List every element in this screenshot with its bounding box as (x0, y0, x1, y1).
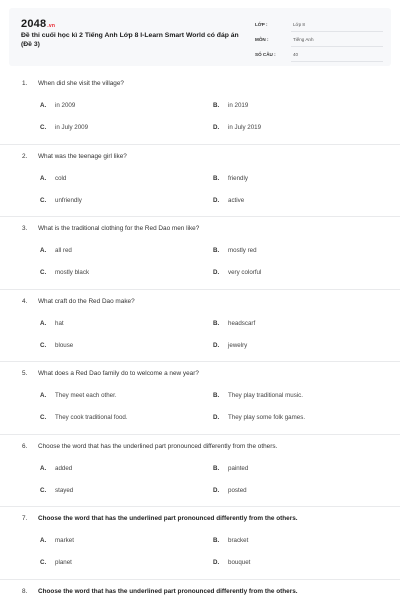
option-text: friendly (228, 174, 248, 182)
option-text: painted (228, 464, 249, 472)
meta-subject (255, 35, 383, 47)
answer-option[interactable] (213, 269, 261, 276)
option-letter: C. (40, 341, 47, 349)
option-text: They play some folk games. (228, 414, 306, 421)
option-letter: C. (40, 414, 47, 421)
answer-option[interactable] (213, 392, 303, 399)
answer-option[interactable] (213, 487, 247, 494)
meta-value: Lớp 8 (293, 22, 305, 27)
answer-option[interactable] (40, 465, 72, 472)
answer-option[interactable] (213, 175, 248, 182)
meta-grade (255, 20, 383, 32)
question-number: 2. (22, 152, 28, 160)
meta-label: SỐ CÂU : (255, 52, 276, 57)
option-letter: A. (40, 319, 47, 327)
question-text: What craft do the Red Dao make? (38, 297, 135, 305)
question-text: Choose the word that has the underlined part pronounced differently from the others. (38, 587, 298, 595)
option-letter: C. (40, 559, 47, 566)
option-text: bouquet (228, 559, 251, 566)
question-stem (22, 225, 199, 232)
option-letter: D. (213, 559, 220, 566)
option-letter: A. (40, 537, 47, 544)
option-letter: A. (40, 247, 47, 254)
question-number: 1. (22, 80, 28, 87)
option-text: mostly black (55, 269, 90, 276)
answer-option[interactable] (213, 414, 305, 421)
question-number: 7. (22, 515, 28, 522)
option-text: headscarf (228, 319, 256, 327)
answer-option[interactable] (40, 320, 64, 327)
option-text: added (55, 464, 73, 472)
option-text: They meet each other. (55, 392, 117, 399)
option-text: planet (55, 559, 72, 566)
option-letter: C. (40, 124, 47, 131)
meta-value: 40 (293, 52, 299, 57)
option-letter: D. (213, 341, 220, 349)
site-logo[interactable] (21, 18, 55, 30)
meta-question-count (255, 50, 383, 62)
option-letter: A. (40, 392, 47, 399)
meta-label: LỚP : (255, 22, 268, 27)
option-text: all red (55, 247, 72, 254)
question-number: 3. (22, 225, 28, 232)
option-text: posted (228, 486, 247, 494)
answer-option[interactable] (40, 102, 75, 109)
answer-option[interactable] (40, 175, 66, 182)
question-stem (22, 153, 127, 160)
answer-option[interactable] (40, 392, 117, 399)
option-text: mostly red (228, 247, 257, 254)
question-divider (0, 361, 400, 362)
option-text: in 2019 (228, 102, 249, 109)
option-text: They cook traditional food. (55, 414, 128, 421)
question-stem (22, 515, 298, 522)
question-number: 8. (22, 587, 28, 595)
option-text: bracket (228, 537, 249, 544)
answer-option[interactable] (40, 487, 73, 494)
question-stem (22, 80, 124, 87)
option-text: blouse (55, 341, 74, 349)
option-letter: B. (213, 464, 220, 472)
question-text: Choose the word that has the underlined part pronounced differently from the others. (38, 515, 298, 522)
option-letter: B. (213, 174, 220, 182)
question-text: What does a Red Dao family do to welcome a new year? (38, 370, 199, 377)
logo-text: 2048 (21, 18, 47, 30)
option-letter: B. (213, 247, 220, 254)
answer-option[interactable] (213, 559, 250, 566)
question-number: 6. (22, 442, 28, 450)
option-letter: C. (40, 196, 47, 204)
option-letter: B. (213, 102, 220, 109)
answer-option[interactable] (213, 124, 261, 131)
option-letter: D. (213, 486, 220, 494)
question-stem (22, 443, 277, 450)
option-letter: B. (213, 319, 220, 327)
answer-option[interactable] (213, 247, 257, 254)
option-letter: A. (40, 102, 47, 109)
question-stem (22, 588, 298, 595)
answer-option[interactable] (213, 320, 255, 327)
answer-option[interactable] (40, 124, 88, 131)
option-letter: A. (40, 464, 47, 472)
answer-option[interactable] (213, 102, 248, 109)
answer-option[interactable] (40, 537, 74, 544)
answer-option[interactable] (213, 342, 247, 349)
question-text: What is the traditional clothing for the Red Dao men like? (38, 225, 200, 232)
answer-option[interactable] (213, 537, 248, 544)
option-letter: D. (213, 124, 220, 131)
answer-option[interactable] (40, 269, 89, 276)
question-number: 4. (22, 297, 28, 305)
option-text: unfriendly (55, 196, 82, 204)
document-header (9, 8, 391, 66)
question-text: What was the teenage girl like? (38, 152, 127, 160)
meta-label: MÔN : (255, 37, 269, 42)
question-divider (0, 579, 400, 580)
meta-underline (291, 46, 383, 47)
option-letter: D. (213, 414, 220, 421)
answer-option[interactable] (40, 559, 72, 566)
option-text: active (228, 196, 245, 204)
option-text: cold (55, 174, 67, 182)
option-text: hat (55, 319, 64, 327)
answer-option[interactable] (40, 197, 82, 204)
option-letter: C. (40, 269, 47, 276)
option-letter: B. (213, 537, 220, 544)
option-letter: B. (213, 392, 220, 399)
question-text: Choose the word that has the underlined part pronounced differently from the others. (38, 442, 278, 450)
meta-underline (291, 61, 383, 62)
answer-option[interactable] (40, 414, 128, 421)
option-text: jewelry (228, 341, 248, 349)
answer-option[interactable] (213, 197, 244, 204)
question-divider (0, 289, 400, 290)
question-divider (0, 506, 400, 507)
question-number: 5. (22, 370, 28, 377)
question-text: When did she visit the village? (38, 80, 124, 87)
option-text: in 2009 (55, 102, 76, 109)
meta-underline (291, 31, 383, 32)
question-divider (0, 144, 400, 145)
option-text: stayed (55, 486, 74, 494)
option-text: very colorful (228, 269, 262, 276)
question-divider (0, 434, 400, 435)
option-letter: A. (40, 174, 47, 182)
option-text: market (55, 537, 74, 544)
option-letter: D. (213, 269, 220, 276)
option-letter: C. (40, 486, 47, 494)
option-letter: D. (213, 196, 220, 204)
question-stem (22, 370, 199, 377)
answer-option[interactable] (40, 342, 73, 349)
option-text: in July 2019 (228, 124, 262, 131)
question-stem (22, 298, 135, 305)
answer-option[interactable] (213, 465, 248, 472)
meta-value: Tiếng Anh (293, 37, 314, 42)
option-text: in July 2009 (55, 124, 89, 131)
logo-suffix: .vn (47, 23, 56, 29)
option-text: They play traditional music. (228, 392, 303, 399)
page-title: Đề thi cuối học kì 2 Tiếng Anh Lớp 8 I-Learn Smart World có đáp án (Đề 3) (21, 32, 239, 48)
question-divider (0, 216, 400, 217)
answer-option[interactable] (40, 247, 72, 254)
